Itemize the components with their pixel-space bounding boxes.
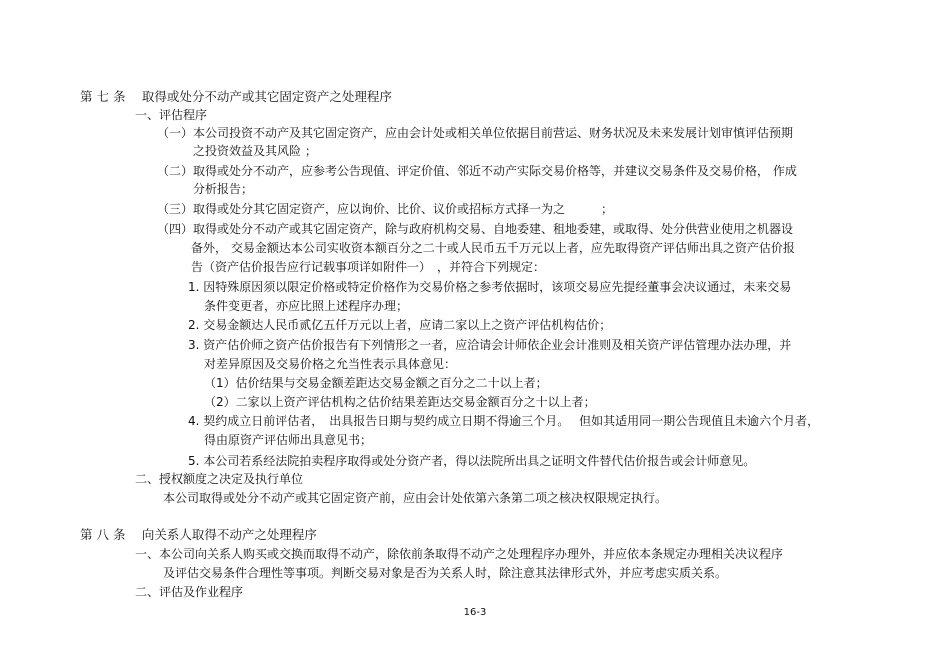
article-7-item-4-line-3: 告（资产估价报告应行记载事项详如附件一） ，并符合下列规定： xyxy=(191,260,546,274)
article-7-point-2: 2. 交易金额达人民币贰亿五仟万元以上者，应请二家以上之资产评估机构估价； xyxy=(188,318,612,332)
article-7-section-2-heading: 二、授权额度之决定及执行单位 xyxy=(135,472,304,486)
article-7-section-2-text: 本公司取得或处分不动产或其它固定资产前，应由会计处依第六条第二项之核决权限规定执行。 xyxy=(163,491,668,505)
article-7-point-1-line-1: 1. 因特殊原因须以限定价格或特定价格作为交易价格之参考依据时，该项交易应先提经董事会决议通过，未来交易 xyxy=(188,280,792,294)
article-7-item-4-line-1: （四）取得或处分不动产或其它固定资产，除与政府机构交易、自地委建、租地委建，或取得、处分供营业使用之机器设 xyxy=(157,222,794,236)
article-7-item-2-line-1: （二）取得或处分不动产，应参考公告现值、评定价值、邻近不动产实际交易价格等，并建议交易条件及交易价格， 作成 xyxy=(157,164,797,178)
article-7-item-3: （三）取得或处分其它固定资产，应以询价、比价、议价或招标方式择一为之 ； xyxy=(157,202,614,216)
article-7-subpoint-2: （2）二家以上资产评估机构之估价结果差距达交易金额百分之十以上者； xyxy=(204,395,596,409)
article-7-point-1-line-2: 条件变更者，亦应比照上述程序办理； xyxy=(204,299,409,313)
page-number: 16-3 xyxy=(463,607,487,618)
article-7-item-2-line-2: 分析报告； xyxy=(193,182,254,196)
article-7-point-3-line-1: 3. 资产估价师之资产估价报告有下列情形之一者，应洽请会计师依企业会计准则及相关资产评估管理办法办理，并 xyxy=(188,338,792,352)
article-7-section-1-heading: 一、评估程序 xyxy=(135,108,208,122)
article-7-point-4-line-1: 4. 契约成立日前评估者， 出具报告日期与契约成立日期不得逾三个月。 但如其适用同一期公告现值且未逾六个月者， xyxy=(188,414,820,428)
article-7-item-1-line-2: 之投资效益及其风险 ； xyxy=(193,144,317,158)
article-7-item-4-line-2: 备外， 交易金额达本公司实收资本额百分之二十或人民币五千万元以上者，应先取得资产评估师出具之资产估价报 xyxy=(191,241,795,255)
article-7-subpoint-1: （1）估价结果与交易金额差距达交易金额之百分之二十以上者； xyxy=(204,376,548,390)
article-8-section-2-heading: 二、评估及作业程序 xyxy=(135,585,244,599)
article-8-title: 第 八 条 向关系人取得不动产之处理程序 xyxy=(80,527,317,542)
article-7-title: 第 七 条 取得或处分不动产或其它固定资产之处理程序 xyxy=(80,89,392,104)
article-7-point-5: 5. 本公司若系经法院拍卖程序取得或处分资产者，得以法院所出具之证明文件替代估价报告或会计师意见。 xyxy=(188,454,756,468)
article-7-point-3-line-2: 对差异原因及交易价格之允当性表示具体意见： xyxy=(204,357,457,371)
article-7-item-1-line-1: （一）本公司投资不动产及其它固定资产，应由会计处或相关单位依据目前营运、财务状况及未来发展计划审慎评估预期 xyxy=(157,126,794,140)
article-8-section-1-line-1: 一、本公司向关系人购买或交换而取得不动产，除依前条取得不动产之处理程序办理外，并应依本条规定办理相关决议程序 xyxy=(135,547,784,561)
article-7-point-4-line-2: 得由原资产评估师出具意见书； xyxy=(204,433,373,447)
article-8-section-1-line-2: 及评估交易条件合理性等事项。判断交易对象是否为关系人时，除注意其法律形式外，并应考虑实质关系。 xyxy=(163,566,728,580)
